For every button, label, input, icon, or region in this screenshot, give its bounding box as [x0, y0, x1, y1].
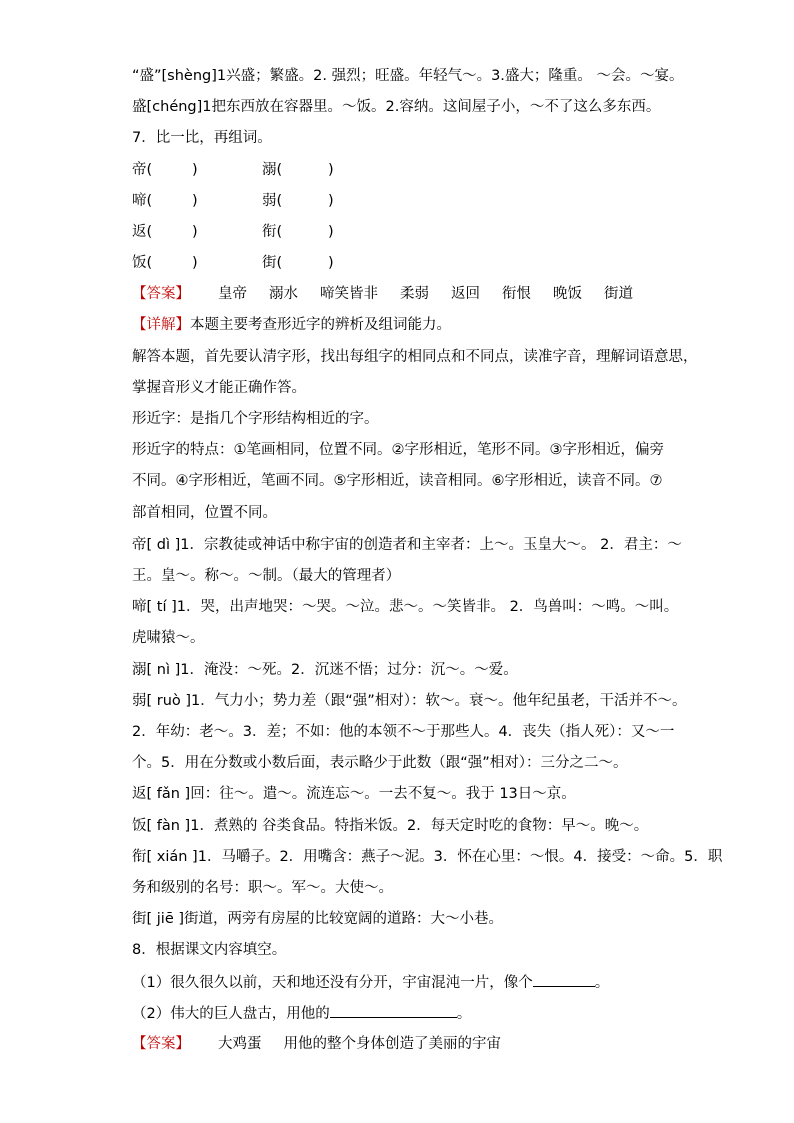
pair-left-close: ) [192, 162, 198, 178]
pair-left-close: ) [192, 255, 198, 271]
fill-item-2 [132, 1003, 471, 1024]
explanation-line: 2．年幼：老～。3．差；不如：他的本领不～于那些人。4．丧失（指人死）：又～一 [132, 724, 675, 740]
answer-word: 街道 [604, 286, 633, 302]
answer-line-q7 [132, 284, 655, 304]
pair-left-char: 饭( [132, 255, 153, 271]
detail-text: 本题主要考查形近字的辨析及组词能力。 [190, 317, 451, 333]
answer-word: 晚饭 [553, 286, 582, 302]
question-7-title: 7．比一比，再组词。 [132, 130, 272, 146]
pair-right-close: ) [328, 193, 334, 209]
pair-left-close: ) [192, 224, 198, 240]
answer-tag: 【答案】 [132, 286, 190, 302]
explanation-line: 不同。④字形相近，笔画不同。⑤字形相近，读音相同。⑥字形相近，读音不同。⑦ [132, 473, 663, 489]
explanation-line: 帝[ dì ]1．宗教徒或神话中称宇宙的创造者和主宰者：上～。玉皇大～。 2．君主：～ [132, 537, 682, 553]
answer-word: 衔恨 [502, 286, 531, 302]
fill-item-2-end: 。 [456, 1006, 472, 1022]
explanation-line: 弱[ ruò ]1．气力小；势力差（跟“强”相对）：软～。衰～。他年纪虽老，干活并不～。 [132, 693, 687, 709]
pair-right-char: 衔( [262, 224, 283, 240]
fill-item-1-text: （1）很久很久以前，天和地还没有分开，宇宙混沌一片，像个 [132, 975, 533, 991]
definition-cheng: 盛[chéng]1把东西放在容器里。～饭。2.容纳。这间屋子小，～不了这么多东西。 [132, 99, 661, 115]
explanation-line: 溺[ nì ]1．淹没：～死。2．沉迷不悟；过分：沉～。～爱。 [132, 662, 518, 678]
pair-right-close: ) [328, 224, 334, 240]
pair-left-char: 返( [132, 224, 153, 240]
explanation-line: 务和级别的名号：职～。军～。大使～。 [132, 880, 393, 896]
answer-word: 溺水 [269, 286, 298, 302]
explanation-line: 返[ fǎn ]回：往～。遣～。流连忘～。一去不复～。我于 13日～京。 [132, 786, 576, 802]
pair-right-close: ) [328, 255, 334, 271]
pair-right-char: 街( [262, 255, 283, 271]
fill-item-1-end: 。 [594, 975, 610, 991]
definition-sheng: “盛”[shèng]1兴盛；繁盛。2. 强烈；旺盛。年轻气～。3.盛大；隆重。 ～会。～宴。 [132, 68, 684, 84]
answer-tag: 【答案】 [132, 1036, 190, 1052]
answer-word: 返回 [451, 286, 480, 302]
explanation-line: 部首相同，位置不同。 [132, 505, 277, 521]
pair-right-char: 溺( [262, 162, 283, 178]
answer-word: 柔弱 [400, 286, 429, 302]
detail-line [132, 315, 451, 335]
fill-item-2-text: （2）伟大的巨人盘古，用他的 [132, 1006, 330, 1022]
answer-word: 用他的整个身体创造了美丽的宇宙 [283, 1036, 501, 1052]
explanation-line: 解答本题，首先要认清字形，找出每组字的相同点和不同点，读准字音，理解词语意思， [132, 349, 698, 365]
detail-tag: 【详解】 [132, 317, 190, 333]
explanation-line: 虎啸猿～。 [132, 630, 205, 646]
explanation-line: 形近字的特点：①笔画相同，位置不同。②字形相近，笔形不同。③字形相近，偏旁 [132, 442, 664, 458]
pair-left-close: ) [192, 193, 198, 209]
explanation-line: 衔[ xián ]1．马嚼子。2．用嘴含：燕子～泥。3．怀在心里：～恨。4．接受：～命。5．职 [132, 849, 723, 865]
pair-right-close: ) [328, 162, 334, 178]
pair-left-char: 帝( [132, 162, 153, 178]
fill-item-1 [132, 972, 609, 993]
explanation-line: 街[ jiē ]街道，两旁有房屋的比较宽阔的道路：大～小巷。 [132, 911, 504, 927]
fill-blank-2[interactable] [330, 1003, 457, 1018]
pair-left-char: 啼( [132, 193, 153, 209]
answer-word: 啼笑皆非 [320, 286, 378, 302]
answer-word: 大鸡蛋 [218, 1036, 262, 1052]
explanation-line: 饭[ fàn ]1．煮熟的 谷类食品。特指米饭。2．每天定时吃的食物：早～。晚～。 [132, 818, 649, 834]
answer-line-q8 [132, 1034, 523, 1054]
answer-word: 皇帝 [218, 286, 247, 302]
pair-right-char: 弱( [262, 193, 283, 209]
explanation-line: 掌握音形义才能正确作答。 [132, 380, 306, 396]
explanation-line: 个。5．用在分数或小数后面，表示略少于此数（跟“强”相对）：三分之二～。 [132, 755, 628, 771]
fill-blank-1[interactable] [533, 972, 595, 987]
explanation-line: 形近字：是指几个字形结构相近的字。 [132, 411, 379, 427]
question-8-title: 8．根据课文内容填空。 [132, 942, 287, 958]
explanation-line: 啼[ tí ]1．哭，出声地哭：～哭。～泣。悲～。～笑皆非。 2．鸟兽叫：～鸣。～叫。 [132, 599, 679, 615]
explanation-line: 王。皇～。称～。～制。（最大的管理者） [132, 568, 401, 584]
